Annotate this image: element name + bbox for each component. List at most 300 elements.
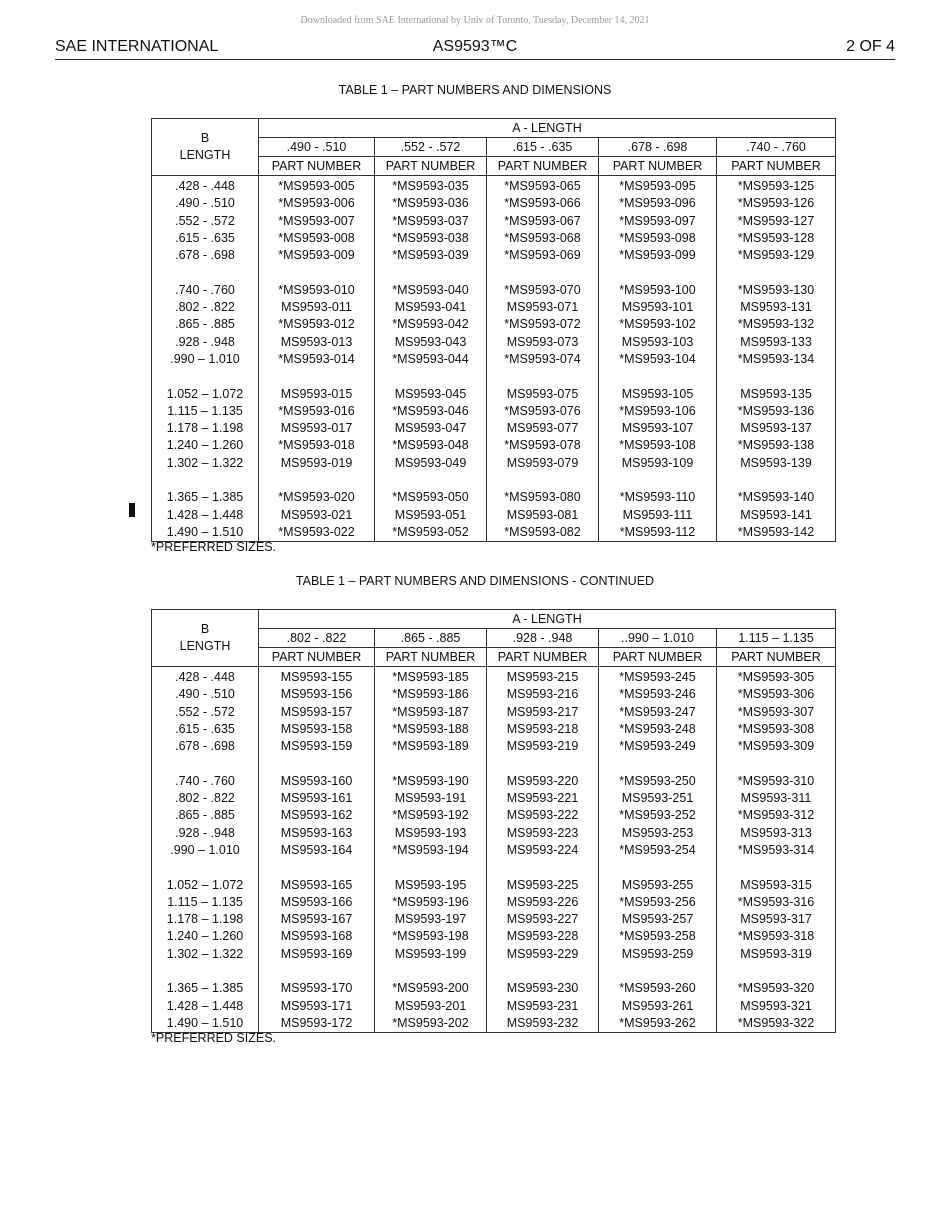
b-length-value: 1.178 – 1.198 (166, 421, 244, 436)
length-label: LENGTH (179, 638, 231, 653)
part-number-cell: *MS9593-082 (504, 524, 581, 539)
part-number-cell: MS9593-045 (394, 386, 467, 401)
b-length-value: .678 - .698 (175, 739, 235, 754)
part-number-cell: MS9593-107 (621, 421, 694, 436)
part-number-cell: *MS9593-048 (392, 438, 469, 453)
part-number-cell: MS9593-197 (394, 912, 467, 927)
part-number-cell: *MS9593-050 (392, 490, 469, 505)
part-number-cell: MS9593-015 (280, 386, 353, 401)
part-number-cell: *MS9593-106 (619, 403, 696, 418)
part-number-cell: MS9593-135 (740, 386, 812, 401)
part-number-cell: *MS9593-040 (392, 282, 469, 297)
b-length-header (152, 610, 259, 667)
b-length-value: .865 - .885 (175, 317, 235, 332)
part-number-cell: MS9593-221 (506, 791, 579, 806)
part-number-cell: *MS9593-250 (619, 773, 696, 788)
part-number-cell: *MS9593-134 (737, 351, 815, 366)
part-number-column-header: PART NUMBER (375, 648, 487, 667)
part-number-cell: *MS9593-098 (619, 230, 696, 245)
part-number-cell: MS9593-251 (621, 791, 694, 806)
b-length-value: .490 - .510 (175, 687, 235, 702)
part-number-cell: *MS9593-312 (737, 808, 815, 823)
part-number-cell: *MS9593-095 (619, 179, 696, 193)
part-number-cell: MS9593-255 (621, 877, 694, 892)
group-spacer (152, 755, 258, 772)
part-number-cell: *MS9593-318 (737, 929, 815, 944)
part-number-cell: MS9593-225 (506, 877, 579, 892)
footnote: *PREFERRED SIZES. (151, 1031, 277, 1045)
part-number-cell: *MS9593-039 (392, 248, 469, 263)
part-number-cell: *MS9593-068 (504, 230, 581, 245)
part-number-cell: *MS9593-202 (392, 1015, 469, 1030)
a-length-range: .490 - .510 (259, 138, 375, 157)
part-number-cell: *MS9593-102 (619, 317, 696, 332)
part-number-cell: *MS9593-260 (619, 981, 696, 996)
group-spacer (152, 963, 258, 980)
part-number-cell: MS9593-133 (740, 334, 812, 349)
b-length-value: 1.240 – 1.260 (166, 438, 244, 453)
b-length-value: 1.490 – 1.510 (166, 1015, 244, 1030)
group-spacer (717, 264, 835, 281)
part-number-cell: MS9593-261 (621, 998, 694, 1013)
b-length-value: .802 - .822 (175, 300, 235, 315)
b-length-column (152, 667, 259, 1033)
part-number-cell: MS9593-155 (280, 670, 353, 684)
part-number-cell: MS9593-041 (394, 300, 467, 315)
b-length-value: .865 - .885 (175, 808, 235, 823)
b-length-value: 1.178 – 1.198 (166, 912, 244, 927)
b-length-value: .678 - .698 (175, 248, 235, 263)
part-number-cell: *MS9593-078 (504, 438, 581, 453)
group-spacer (259, 264, 374, 281)
part-number-cell: *MS9593-322 (737, 1015, 815, 1030)
part-number-cell: MS9593-101 (621, 300, 694, 315)
group-spacer (599, 963, 716, 980)
group-spacer (599, 859, 716, 876)
part-number-cell: MS9593-170 (280, 981, 353, 996)
part-number-cell: MS9593-160 (280, 773, 353, 788)
part-number-cell: *MS9593-252 (619, 808, 696, 823)
download-watermark: Downloaded from SAE International by Univ of Toronto, Tuesday, December 14, 2021 (300, 15, 650, 26)
part-number-cell: *MS9593-262 (619, 1015, 696, 1030)
a-length-range: .740 - .760 (717, 138, 836, 157)
part-number-cell: MS9593-223 (506, 825, 579, 840)
part-number-cell: MS9593-103 (621, 334, 694, 349)
table-title-continued: TABLE 1 – PART NUMBERS AND DIMENSIONS - CONTINUED (295, 574, 655, 588)
part-number-cell: *MS9593-307 (737, 704, 815, 719)
part-number-cell: MS9593-226 (506, 894, 579, 909)
b-label: B (200, 621, 210, 636)
part-number-cell: MS9593-071 (506, 300, 579, 315)
part-number-cell: MS9593-157 (280, 704, 353, 719)
b-length-value: 1.052 – 1.072 (166, 877, 244, 892)
group-spacer (375, 963, 486, 980)
part-number-cell: *MS9593-187 (392, 704, 469, 719)
part-number-cell: MS9593-253 (621, 825, 694, 840)
a-length-range: .928 - .948 (487, 629, 599, 648)
part-number-cell: MS9593-228 (506, 929, 579, 944)
group-spacer (375, 264, 486, 281)
part-number-cell: *MS9593-308 (737, 721, 815, 736)
group-spacer (599, 368, 716, 385)
part-number-cell: MS9593-167 (280, 912, 353, 927)
part-number-cell: *MS9593-136 (737, 403, 815, 418)
group-spacer (375, 755, 486, 772)
part-number-cell: MS9593-156 (280, 687, 353, 702)
part-number-cell: *MS9593-138 (737, 438, 815, 453)
part-number-column-header: PART NUMBER (717, 648, 836, 667)
publisher-name: SAE INTERNATIONAL (55, 38, 219, 55)
part-number-cell: MS9593-222 (506, 808, 579, 823)
part-number-cell: *MS9593-016 (278, 403, 355, 418)
group-spacer (487, 264, 598, 281)
part-number-column-header: PART NUMBER (259, 648, 375, 667)
group-spacer (487, 755, 598, 772)
group-spacer (259, 963, 374, 980)
part-number-cell: MS9593-215 (506, 670, 579, 684)
a-length-range: ..990 – 1.010 (599, 629, 717, 648)
group-spacer (717, 472, 835, 489)
b-length-value: 1.115 – 1.135 (167, 894, 243, 909)
part-number-cell: MS9593-321 (740, 998, 812, 1013)
part-number-cell: *MS9593-066 (504, 196, 581, 211)
part-number-column (599, 667, 717, 1033)
b-length-value: 1.052 – 1.072 (166, 386, 244, 401)
part-number-column-header: PART NUMBER (375, 157, 487, 176)
part-number-cell: MS9593-073 (506, 334, 579, 349)
part-number-cell: *MS9593-190 (392, 773, 469, 788)
part-number-cell: *MS9593-140 (737, 490, 815, 505)
group-spacer (487, 368, 598, 385)
part-number-cell: MS9593-229 (506, 946, 579, 961)
a-length-header: A - LENGTH (259, 119, 836, 138)
part-number-cell: MS9593-139 (740, 455, 812, 470)
b-length-value: .990 – 1.010 (170, 842, 240, 857)
part-number-cell: MS9593-311 (740, 791, 812, 806)
part-number-cell: *MS9593-065 (504, 179, 581, 193)
part-number-cell: *MS9593-020 (278, 490, 355, 505)
part-number-cell: *MS9593-042 (392, 317, 469, 332)
part-number-cell: MS9593-105 (621, 386, 694, 401)
b-length-value: 1.428 – 1.448 (166, 998, 244, 1013)
part-number-cell: MS9593-043 (394, 334, 467, 349)
group-spacer (259, 368, 374, 385)
part-number-cell: *MS9593-006 (278, 196, 355, 211)
part-number-cell: *MS9593-185 (392, 670, 469, 684)
part-number-cell: MS9593-017 (280, 421, 353, 436)
part-number-cell: *MS9593-012 (278, 317, 355, 332)
footnote: *PREFERRED SIZES. (151, 540, 277, 554)
part-number-cell: MS9593-217 (506, 704, 579, 719)
part-number-cell: *MS9593-248 (619, 721, 696, 736)
part-number-cell: MS9593-231 (506, 998, 579, 1013)
part-number-cell: MS9593-159 (280, 739, 353, 754)
table-title: TABLE 1 – PART NUMBERS AND DIMENSIONS (338, 83, 612, 97)
part-number-cell: *MS9593-037 (392, 213, 469, 228)
group-spacer (152, 264, 258, 281)
group-spacer (375, 368, 486, 385)
part-number-cell: MS9593-169 (280, 946, 353, 961)
part-number-cell: MS9593-137 (740, 421, 812, 436)
b-length-value: 1.428 – 1.448 (166, 507, 244, 522)
part-number-cell: *MS9593-080 (504, 490, 581, 505)
part-number-cell: *MS9593-100 (619, 282, 696, 297)
part-number-cell: MS9593-195 (394, 877, 467, 892)
b-length-value: 1.490 – 1.510 (166, 524, 244, 539)
part-number-cell: *MS9593-007 (278, 213, 355, 228)
part-number-cell: *MS9593-249 (619, 739, 696, 754)
group-spacer (152, 859, 258, 876)
b-length-value: .928 - .948 (175, 334, 235, 349)
part-number-cell: MS9593-259 (621, 946, 694, 961)
part-number-cell: *MS9593-194 (392, 842, 469, 857)
group-spacer (487, 963, 598, 980)
part-number-cell: *MS9593-104 (619, 351, 696, 366)
part-number-cell: *MS9593-200 (392, 981, 469, 996)
part-number-cell: *MS9593-310 (737, 773, 815, 788)
part-number-cell: *MS9593-256 (619, 894, 696, 909)
b-length-value: 1.365 – 1.385 (166, 981, 244, 996)
part-number-cell: MS9593-230 (506, 981, 579, 996)
part-number-cell: *MS9593-198 (392, 929, 469, 944)
part-number-cell: MS9593-319 (740, 946, 812, 961)
b-length-value: .552 - .572 (175, 704, 235, 719)
b-length-value: 1.115 – 1.135 (167, 403, 243, 418)
a-length-range: .552 - .572 (375, 138, 487, 157)
group-spacer (599, 264, 716, 281)
page-number: 2 OF 4 (846, 38, 895, 55)
b-length-value: .552 - .572 (175, 213, 235, 228)
part-number-column (599, 176, 717, 542)
part-number-cell: *MS9593-125 (737, 179, 815, 193)
part-number-column-header: PART NUMBER (599, 157, 717, 176)
part-number-cell: *MS9593-309 (737, 739, 815, 754)
b-length-value: .428 - .448 (175, 179, 235, 193)
part-number-cell: MS9593-051 (394, 507, 467, 522)
b-label: B (200, 130, 210, 145)
part-number-cell: MS9593-163 (280, 825, 353, 840)
part-number-cell: MS9593-172 (280, 1015, 353, 1030)
part-number-cell: MS9593-109 (621, 455, 694, 470)
part-number-cell: *MS9593-112 (619, 524, 696, 539)
group-spacer (717, 755, 835, 772)
page-header (55, 37, 895, 60)
group-spacer (152, 368, 258, 385)
part-number-column (259, 176, 375, 542)
part-number-cell: MS9593-315 (740, 877, 812, 892)
part-number-cell: MS9593-162 (280, 808, 353, 823)
part-number-cell: MS9593-166 (280, 894, 353, 909)
part-number-cell: MS9593-075 (506, 386, 579, 401)
part-number-cell: *MS9593-320 (737, 981, 815, 996)
b-length-value: .990 – 1.010 (170, 351, 240, 366)
b-length-header (152, 119, 259, 176)
part-number-cell: MS9593-216 (506, 687, 579, 702)
part-number-column-header: PART NUMBER (259, 157, 375, 176)
part-number-cell: MS9593-049 (394, 455, 467, 470)
part-number-cell: MS9593-011 (281, 300, 352, 315)
part-number-cell: *MS9593-192 (392, 808, 469, 823)
part-number-cell: *MS9593-130 (737, 282, 815, 297)
part-number-column (717, 667, 836, 1033)
part-number-cell: *MS9593-126 (737, 196, 815, 211)
part-number-column (375, 667, 487, 1033)
part-number-cell: *MS9593-305 (737, 670, 815, 684)
a-length-range: .678 - .698 (599, 138, 717, 157)
b-length-value: 1.365 – 1.385 (166, 490, 244, 505)
b-length-value: .928 - .948 (175, 825, 235, 840)
part-number-cell: *MS9593-246 (619, 687, 696, 702)
group-spacer (259, 859, 374, 876)
part-number-column (487, 176, 599, 542)
b-length-value: .428 - .448 (175, 670, 235, 684)
group-spacer (259, 755, 374, 772)
b-length-value: .615 - .635 (175, 230, 235, 245)
part-number-table (151, 118, 836, 542)
part-number-cell: *MS9593-096 (619, 196, 696, 211)
group-spacer (375, 472, 486, 489)
part-number-cell: *MS9593-132 (737, 317, 815, 332)
part-number-cell: MS9593-193 (394, 825, 467, 840)
b-length-value: 1.302 – 1.322 (166, 455, 244, 470)
part-number-cell: *MS9593-069 (504, 248, 581, 263)
part-number-cell: *MS9593-097 (619, 213, 696, 228)
part-number-cell: *MS9593-128 (737, 230, 815, 245)
group-spacer (717, 368, 835, 385)
part-number-cell: MS9593-131 (740, 300, 812, 315)
part-number-cell: *MS9593-008 (278, 230, 355, 245)
part-number-cell: MS9593-191 (394, 791, 467, 806)
part-number-cell: *MS9593-072 (504, 317, 581, 332)
part-number-cell: MS9593-164 (280, 842, 353, 857)
part-number-cell: *MS9593-005 (278, 179, 355, 193)
b-length-value: .740 - .760 (175, 773, 235, 788)
part-number-cell: *MS9593-052 (392, 524, 469, 539)
part-number-cell: *MS9593-258 (619, 929, 696, 944)
part-number-cell: MS9593-220 (506, 773, 579, 788)
part-number-cell: MS9593-141 (740, 507, 812, 522)
part-number-cell: MS9593-161 (280, 791, 353, 806)
group-spacer (152, 472, 258, 489)
part-number-cell: *MS9593-070 (504, 282, 581, 297)
a-length-range: .615 - .635 (487, 138, 599, 157)
part-number-cell: *MS9593-046 (392, 403, 469, 418)
part-number-cell: MS9593-171 (280, 998, 353, 1013)
a-length-range: .865 - .885 (375, 629, 487, 648)
part-number-cell: *MS9593-196 (392, 894, 469, 909)
part-number-cell: *MS9593-010 (278, 282, 355, 297)
group-spacer (259, 472, 374, 489)
part-number-column-header: PART NUMBER (599, 648, 717, 667)
part-number-cell: MS9593-232 (506, 1015, 579, 1030)
part-number-cell: *MS9593-245 (619, 670, 696, 684)
part-number-cell: MS9593-168 (280, 929, 353, 944)
part-number-cell: *MS9593-038 (392, 230, 469, 245)
part-number-cell: *MS9593-127 (737, 213, 815, 228)
b-length-value: .490 - .510 (175, 196, 235, 211)
b-length-value: .615 - .635 (175, 721, 235, 736)
part-number-cell: *MS9593-014 (278, 351, 355, 366)
part-number-cell: MS9593-165 (280, 877, 353, 892)
part-number-cell: MS9593-219 (506, 739, 579, 754)
part-number-cell: *MS9593-067 (504, 213, 581, 228)
part-number-cell: *MS9593-129 (737, 248, 815, 263)
part-number-column (259, 667, 375, 1033)
part-number-cell: MS9593-313 (740, 825, 812, 840)
part-number-cell: *MS9593-306 (737, 687, 815, 702)
part-number-cell: MS9593-021 (280, 507, 353, 522)
part-number-cell: MS9593-257 (621, 912, 694, 927)
a-length-range: .802 - .822 (259, 629, 375, 648)
part-number-cell: MS9593-218 (506, 721, 579, 736)
part-number-cell: *MS9593-074 (504, 351, 581, 366)
group-spacer (487, 859, 598, 876)
part-number-table (151, 609, 836, 1033)
part-number-cell: *MS9593-035 (392, 179, 469, 193)
part-number-cell: *MS9593-018 (278, 438, 355, 453)
group-spacer (717, 963, 835, 980)
part-number-cell: *MS9593-044 (392, 351, 469, 366)
part-number-cell: MS9593-111 (622, 507, 693, 522)
part-number-cell: *MS9593-099 (619, 248, 696, 263)
document-number: AS9593™C (432, 38, 518, 55)
part-number-cell: *MS9593-186 (392, 687, 469, 702)
group-spacer (487, 472, 598, 489)
group-spacer (599, 755, 716, 772)
part-number-cell: *MS9593-314 (737, 842, 815, 857)
length-label: LENGTH (179, 147, 231, 162)
part-number-column-header: PART NUMBER (487, 157, 599, 176)
part-number-column-header: PART NUMBER (487, 648, 599, 667)
part-number-cell: *MS9593-142 (737, 524, 815, 539)
part-number-cell: *MS9593-189 (392, 739, 469, 754)
part-number-cell: MS9593-081 (506, 507, 579, 522)
part-number-cell: *MS9593-188 (392, 721, 469, 736)
b-length-value: .802 - .822 (175, 791, 235, 806)
part-number-cell: *MS9593-076 (504, 403, 581, 418)
part-number-cell: *MS9593-108 (619, 438, 696, 453)
b-length-column (152, 176, 259, 542)
group-spacer (599, 472, 716, 489)
part-number-cell: *MS9593-247 (619, 704, 696, 719)
part-number-cell: MS9593-201 (394, 998, 467, 1013)
part-number-cell: MS9593-077 (506, 421, 579, 436)
part-number-column-header: PART NUMBER (717, 157, 836, 176)
part-number-cell: MS9593-047 (394, 421, 467, 436)
part-number-column (375, 176, 487, 542)
part-number-cell: MS9593-158 (280, 721, 353, 736)
part-number-cell: *MS9593-254 (619, 842, 696, 857)
part-number-cell: MS9593-019 (280, 455, 353, 470)
part-number-cell: *MS9593-036 (392, 196, 469, 211)
part-number-column (717, 176, 836, 542)
part-number-cell: MS9593-013 (280, 334, 353, 349)
part-number-cell: MS9593-227 (506, 912, 579, 927)
a-length-range: 1.115 – 1.135 (717, 629, 836, 648)
part-number-cell: MS9593-317 (740, 912, 812, 927)
group-spacer (717, 859, 835, 876)
part-number-cell: MS9593-199 (394, 946, 467, 961)
part-number-cell: MS9593-079 (506, 455, 579, 470)
group-spacer (375, 859, 486, 876)
b-length-value: 1.302 – 1.322 (166, 946, 244, 961)
part-number-cell: *MS9593-316 (737, 894, 815, 909)
part-number-cell: *MS9593-110 (619, 490, 696, 505)
a-length-header: A - LENGTH (259, 610, 836, 629)
revision-bar (129, 503, 135, 517)
b-length-value: .740 - .760 (175, 282, 235, 297)
part-number-cell: MS9593-224 (506, 842, 579, 857)
